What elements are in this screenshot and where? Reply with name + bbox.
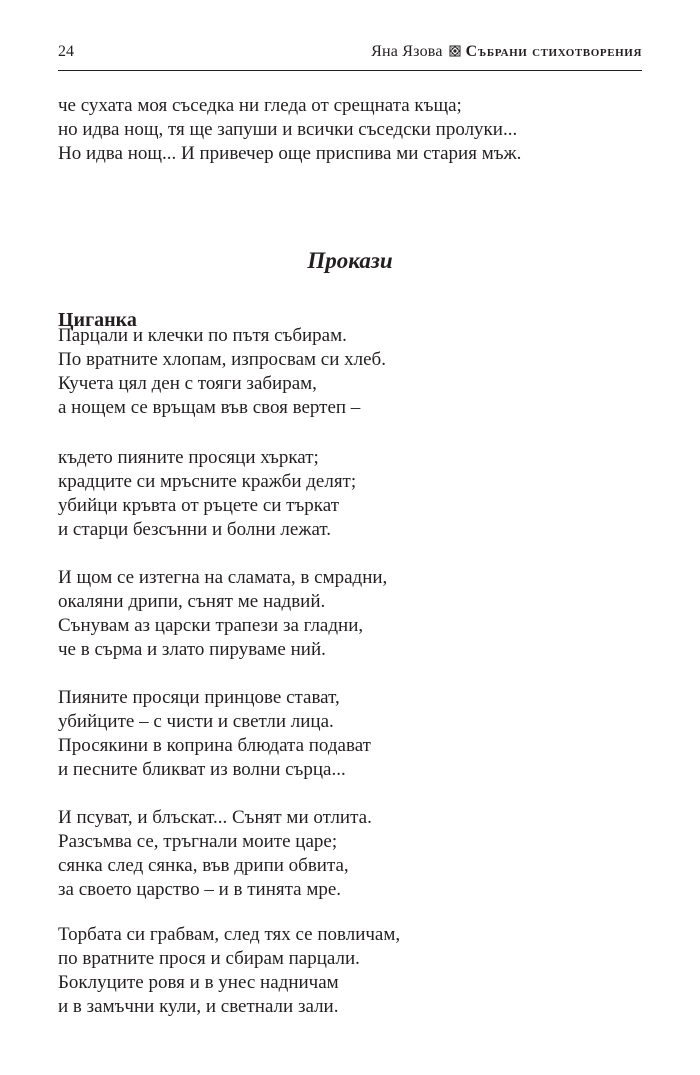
stanza (58, 923, 400, 1019)
verse-line: за своето царство – и в тинята мре. (58, 879, 342, 900)
page-number: 24 (58, 43, 74, 60)
verse-line: и старци безсънни и болни лежат. (58, 519, 332, 540)
verse-line: убийци кръвта от ръцете си търкат (58, 495, 339, 516)
verse-line: Кучета цял ден с тояги забирам, (58, 373, 317, 394)
verse-line: И щом се изтегна на сламата, в смрадни, (58, 567, 388, 588)
verse-line: Но идва нощ... И привечер още приспива ми стария мъж. (58, 143, 522, 164)
poem-title: Циганка (58, 309, 137, 331)
stanza (58, 566, 387, 662)
verse-line: и в замъчни кули, и светнали зали. (58, 996, 339, 1017)
floral-ornament-icon (449, 41, 461, 53)
carryover-stanza (58, 94, 521, 166)
running-head (58, 40, 642, 64)
stanza (58, 446, 356, 542)
verse-line: а нощем се връщам във своя вертеп – (58, 397, 361, 418)
running-title (371, 40, 642, 64)
stanza (58, 806, 372, 902)
verse-line: че сухата моя съседка ни гледа от срещната къща; (58, 95, 462, 116)
verse-line: Просякини в коприна блюдата подават (58, 735, 371, 756)
verse-line: Сънувам аз царски трапези за гладни, (58, 615, 364, 636)
verse-line: окаляни дрипи, сънят ме надвий. (58, 591, 326, 612)
verse-line: Пияните просяци принцове стават, (58, 687, 340, 708)
book-title: Събрани стихотворения (465, 43, 642, 60)
verse-line: Разсъмва се, тръгнали моите царе; (58, 831, 338, 852)
stanza (58, 324, 386, 420)
author-name: Яна Язова (371, 43, 443, 60)
verse-line: Торбата си грабвам, след тях се повличам, (58, 924, 401, 945)
verse-line: където пияните просяци хъркат; (58, 447, 319, 468)
verse-line: Парцали и клечки по пътя събирам. (58, 325, 347, 346)
cycle-title: Прокази (307, 248, 393, 274)
verse-line: че в сърма и злато пируваме ний. (58, 639, 326, 660)
verse-line: по вратните прося и сбирам парцали. (58, 948, 360, 969)
verse-line: сянка след сянка, във дрипи обвита, (58, 855, 349, 876)
stanza (58, 686, 371, 782)
verse-line: убийците – с чисти и светли лица. (58, 711, 334, 732)
header-rule (58, 70, 642, 71)
verse-line: и песните бликват из волни сърца... (58, 759, 346, 780)
verse-line: По вратните хлопам, изпросвам си хлеб. (58, 349, 386, 370)
verse-line: И псуват, и блъскат... Сънят ми отлита. (58, 807, 372, 828)
verse-line: но идва нощ, тя ще запуши и всички съседски пролуки... (58, 119, 518, 140)
verse-line: Боклуците ровя и в унес надничам (58, 972, 339, 993)
verse-line: крадците си мръсните кражби делят; (58, 471, 357, 492)
